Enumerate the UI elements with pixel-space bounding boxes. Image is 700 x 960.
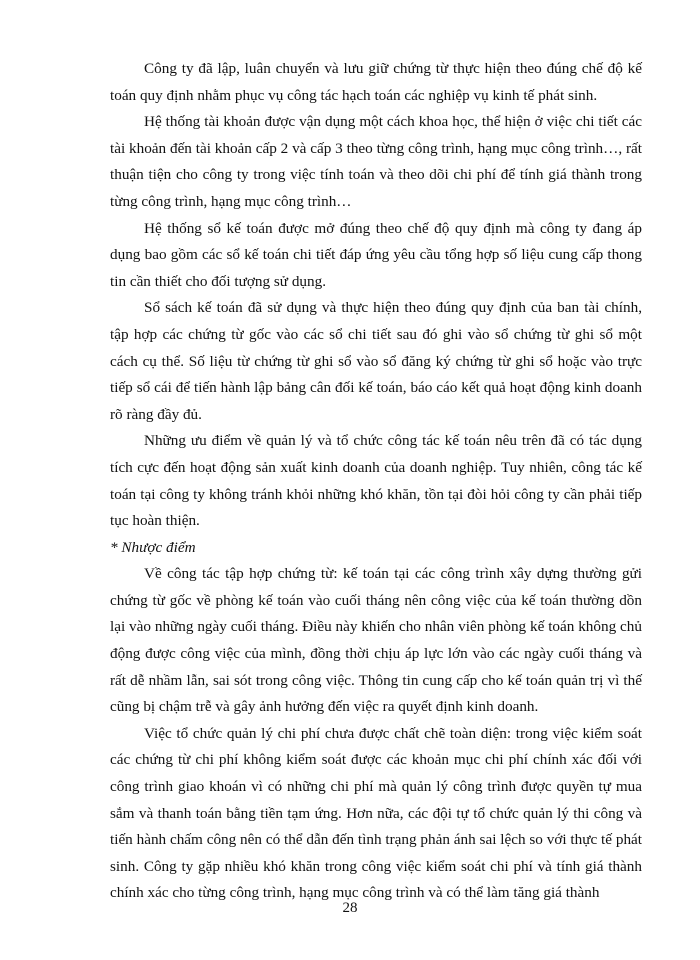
section-heading-disadvantages: * Nhược điểm [110, 538, 196, 556]
page-number: 28 [342, 900, 358, 916]
paragraph-ledger-system: Hệ thống sổ kế toán được mở đúng theo chế độ quy định mà công ty đang áp dụng bao gồm các sổ kế toán chi tiết đáp ứng yêu cầu tổng hợp số liệu cung cấp thong tin cần thiết cho đối tượng sử dụng. [110, 219, 642, 290]
paragraph-advantages-summary: Những ưu điểm về quản lý và tổ chức công tác kế toán nêu trên đã có tác dụng tích cực đến hoạt động sản xuất kinh doanh của doanh nghiệp. Tuy nhiên, công tác kế toán tại công ty không tránh khỏi những khó khăn, tồn tại đòi hỏi công ty cần phải tiếp tục hoàn thiện. [110, 432, 642, 530]
paragraph-cost-management: Việc tổ chức quản lý chi phí chưa được chất chẽ toàn diện: trong việc kiểm soát các chứng từ chi phí không kiểm soát được các khoản mục chi phí chính xác đối với công trình giao khoán vì có những chi phí mà quản lý công trình được quyền tự mua sắm và thanh toán bằng tiền tạm ứng. Hơn nữa, các đội tự tổ chức quản lý thi công và tiến hành chấm công nên có thể dẫn đến tình trạng phản ánh sai lệch so với thực tế phát sinh. Công ty gặp nhiều khó khăn trong công việc kiểm soát chi phí và tính giá thành chính xác cho từng công trình, hạng mục công trình và có thể làm tăng giá thành [110, 724, 642, 902]
paragraph-accounts-system: Hệ thống tài khoản được vận dụng một cách khoa học, thể hiện ở việc chi tiết các tài khoản đến tài khoản cấp 2 và cấp 3 theo từng công trình, hạng mục công trình…, rất thuận tiện cho công ty trong việc tính toán và theo dõi chi phí để tính giá thành trong từng công trình, hạng mục công trình… [110, 113, 642, 210]
paragraph-bookkeeping: Sổ sách kế toán đã sử dụng và thực hiện theo đúng quy định của ban tài chính, tập hợp các chứng từ gốc vào các sổ chi tiết sau đó ghi vào sổ chứng từ ghi sổ một cách cụ thể. Số liệu từ chứng từ ghi sổ vào sổ đăng ký chứng từ ghi sổ hoặc vào trực tiếp sổ cái để tiến hành lập bảng cân đối kế toán, báo cáo kết quả hoạt động kinh doanh rõ ràng đầy đủ. [110, 299, 642, 423]
paragraph-documents: Công ty đã lập, luân chuyển và lưu giữ chứng từ thực hiện theo đúng chế độ kế toán quy định nhằm phục vụ công tác hạch toán các nghiệp vụ kinh tế phát sinh. [110, 60, 642, 104]
paragraph-document-collection: Về công tác tập hợp chứng từ: kế toán tại các công trình xây dựng thường gửi chứng từ gốc về phòng kế toán vào cuối tháng nên công việc của kế toán thường dồn lại vào những ngày cuối tháng. Điều này khiến cho nhân viên phòng kế toán không chủ động được công việc của mình, đồng thời chịu áp lực lớn vào các ngày cuối tháng và rất dễ nhầm lẫn, sai sót trong công việc. Thông tin cung cấp cho kế toán quản trị vì thế cũng bị chậm trễ và gây ảnh hưởng đến việc ra quyết định kinh doanh. [110, 565, 642, 716]
body-text [110, 56, 642, 907]
